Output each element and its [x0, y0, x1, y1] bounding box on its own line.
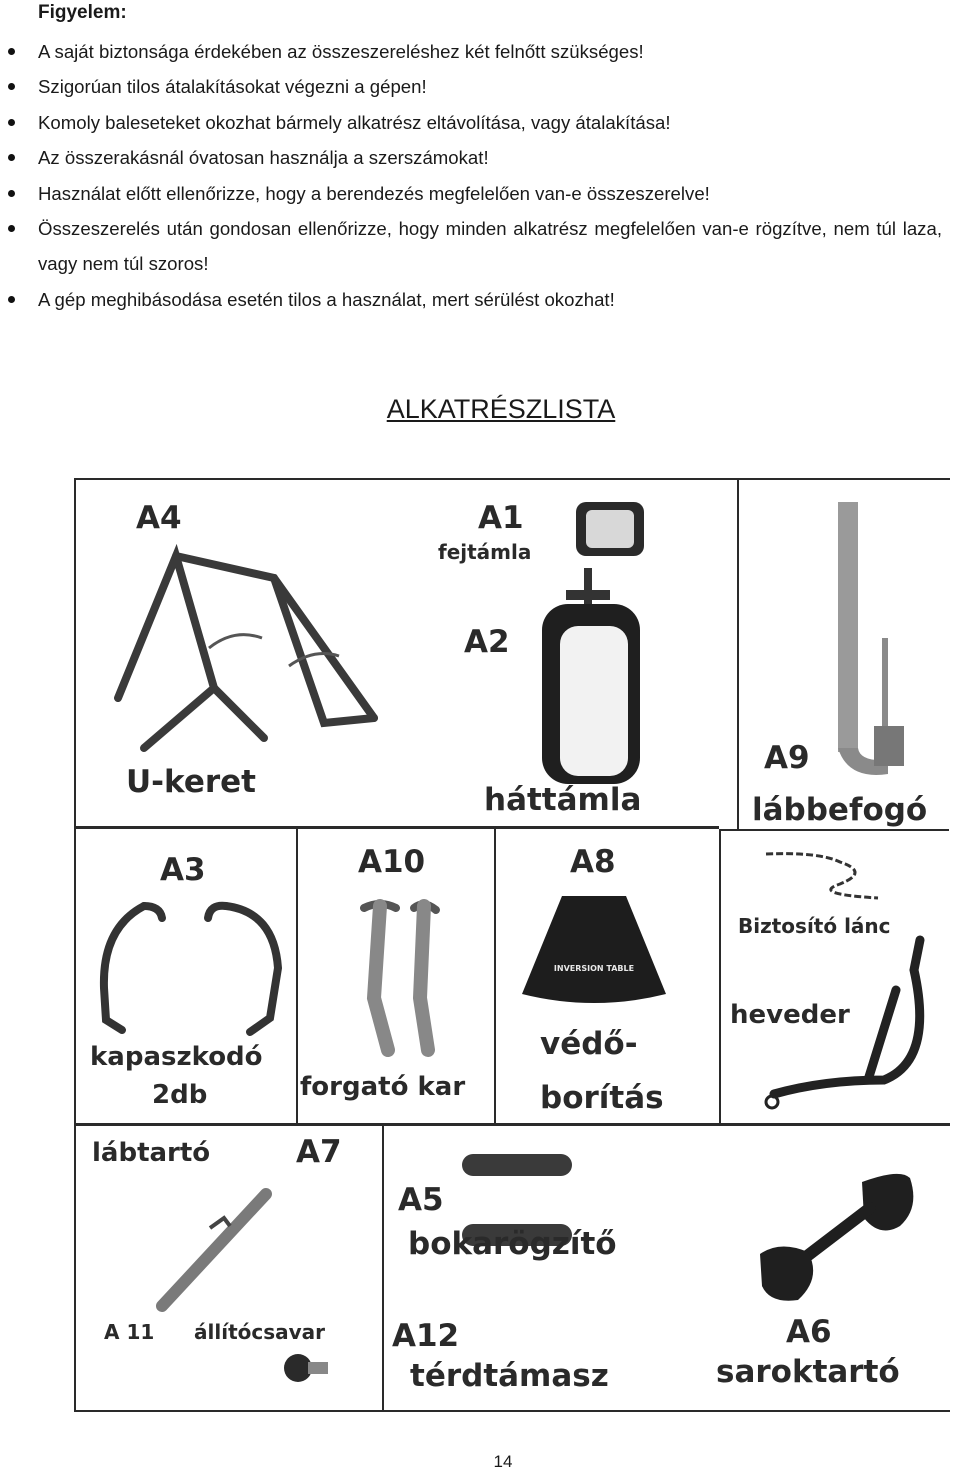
- safety-chain-drawing: [760, 848, 888, 904]
- bullet-icon: [8, 48, 15, 55]
- warning-text: Komoly baleseteket okozhat bármely alkatrész eltávolítása, vagy átalakítása!: [38, 111, 671, 133]
- strap-drawing: [764, 930, 948, 1116]
- part-name-a9: lábbefogó: [752, 792, 928, 828]
- part-code-a3: A3: [160, 852, 206, 888]
- bullet-icon: [8, 154, 15, 161]
- headrest-drawing: [572, 498, 648, 560]
- grid-divider: [382, 1126, 384, 1412]
- part-name-a4: U-keret: [126, 764, 256, 800]
- cover-shape: [522, 890, 666, 1008]
- grid-divider: [494, 829, 496, 1125]
- warning-heading: Figyelem:: [38, 2, 127, 23]
- ankle-holder-drawing: [826, 498, 918, 788]
- part-name-a8-line2: borítás: [540, 1080, 664, 1116]
- grid-divider: [74, 1123, 950, 1126]
- part-code-a10: A10: [358, 844, 426, 880]
- warning-item: [0, 211, 960, 282]
- part-code-a12: A12: [392, 1318, 460, 1354]
- grid-border-left: [74, 478, 76, 1412]
- warning-item: [0, 105, 960, 140]
- part-name-a11: állítócsavar: [194, 1320, 326, 1344]
- part-code-a6: A6: [786, 1314, 832, 1350]
- part-code-a9: A9: [764, 740, 810, 776]
- part-code-a7: A7: [296, 1134, 342, 1170]
- backrest-drawing: [536, 568, 646, 788]
- part-code-a2: A2: [464, 624, 510, 660]
- strap-name: heveder: [730, 1000, 850, 1030]
- part-name-a10: forgató kar: [300, 1072, 466, 1102]
- bullet-icon: [8, 225, 15, 232]
- grid-divider: [74, 826, 719, 829]
- warning-item: [0, 69, 960, 104]
- grid-divider: [296, 829, 298, 1125]
- warning-item: [0, 176, 960, 211]
- warning-text: Használat előtt ellenőrizze, hogy a berendezés megfelelően van-e összeszerelve!: [38, 182, 710, 204]
- safety-chain-name: Biztosító lánc: [738, 914, 891, 938]
- part-name-a6: saroktartó: [716, 1354, 900, 1390]
- u-frame-drawing: [114, 538, 404, 768]
- rotating-arm-drawing: [344, 888, 454, 1058]
- part-code-a8: A8: [570, 844, 616, 880]
- part-name-a7: lábtartó: [92, 1138, 211, 1168]
- part-code-a4: A4: [136, 500, 182, 536]
- grid-divider: [719, 829, 949, 831]
- part-name-a1: fejtámla: [438, 540, 532, 564]
- warning-list: [0, 34, 960, 317]
- part-code-a11: A 11: [104, 1320, 155, 1344]
- warning-text: Szigorúan tilos átalakításokat végezni a gépen!: [38, 76, 427, 98]
- part-name-a12: térdtámasz: [410, 1358, 609, 1394]
- handle-drawing: [98, 898, 288, 1038]
- cover-drawing: [522, 890, 666, 1008]
- part-code-a1: A1: [478, 500, 524, 536]
- part-name-a2: háttámla: [484, 782, 642, 818]
- warning-text: Az összerakásnál óvatosan használja a szerszámokat!: [38, 147, 489, 169]
- parts-list-title: ALKATRÉSZLISTA: [386, 394, 616, 424]
- foot-support-drawing: [154, 1188, 284, 1312]
- part-code-a5: A5: [398, 1182, 444, 1218]
- warning-text: A gép meghibásodása esetén tilos a használat, mert sérülést okozhat!: [38, 288, 615, 310]
- part-name-a3: kapaszkodó: [90, 1042, 263, 1072]
- parts-diagram: [74, 478, 950, 1412]
- cover-print: INVERSION TABLE: [553, 964, 635, 973]
- part-name-a5: bokarögzítő: [408, 1226, 617, 1262]
- bullet-icon: [8, 190, 15, 197]
- warning-item: [0, 282, 960, 317]
- page-number: 14: [493, 1452, 513, 1471]
- warning-text: Összeszerelés után gondosan ellenőrizze, hogy minden alkatrész megfelelően van-e rögzítve, nem túl laza, vagy nem túl szoros!: [38, 218, 942, 275]
- grid-divider: [737, 478, 739, 830]
- grid-divider: [719, 829, 721, 1125]
- grid-border-bottom: [74, 1410, 950, 1412]
- warning-item: [0, 34, 960, 69]
- bullet-icon: [8, 83, 15, 90]
- part-quantity-a3: 2db: [152, 1080, 208, 1110]
- part-name-a8-line1: védő-: [540, 1026, 638, 1062]
- bullet-icon: [8, 296, 15, 303]
- warning-item: [0, 140, 960, 175]
- grid-border-top: [74, 478, 950, 480]
- warning-text: A saját biztonsága érdekében az összeszereléshez két felnőtt szükséges!: [38, 41, 644, 62]
- bullet-icon: [8, 119, 15, 126]
- adjusting-screw-drawing: [282, 1348, 332, 1388]
- heel-holder-drawing: [750, 1168, 920, 1308]
